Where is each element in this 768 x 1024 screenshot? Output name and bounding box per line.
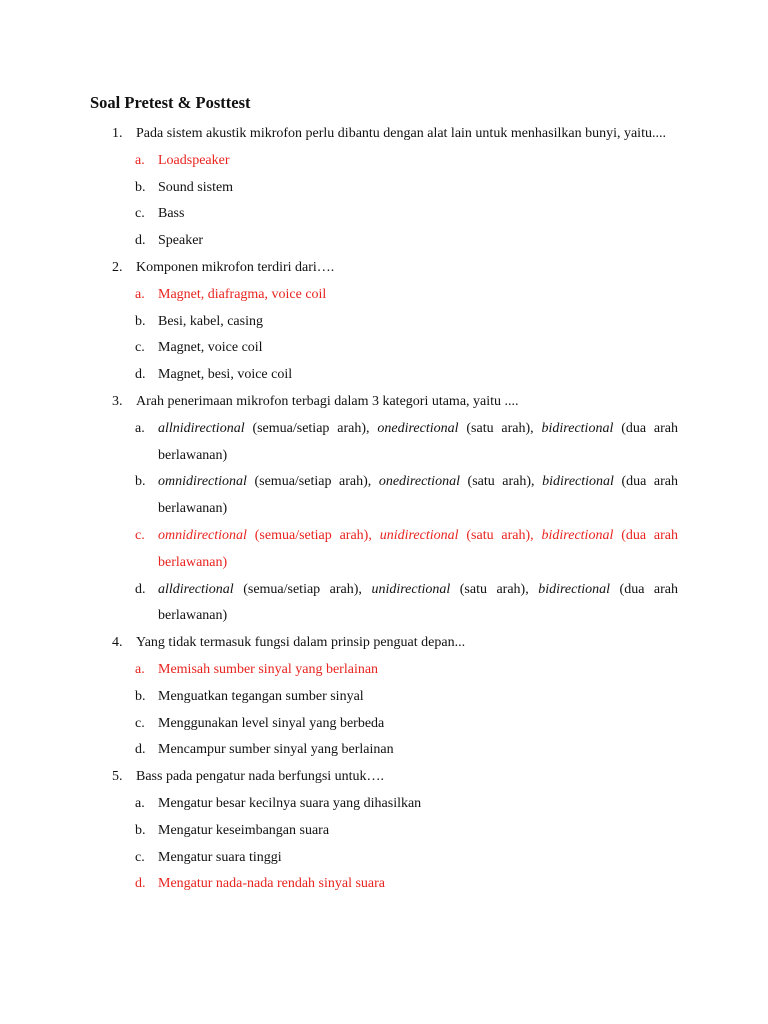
question-text bbox=[0, 121, 768, 148]
option-text-part: Mengatur keseimbangan suara bbox=[158, 822, 330, 838]
option-text bbox=[158, 340, 263, 355]
option-text-part: (semua/setiap arah), bbox=[244, 420, 378, 436]
option-item bbox=[0, 416, 768, 470]
question-list bbox=[0, 121, 768, 898]
option-letter: b. bbox=[135, 822, 146, 838]
option-term: bidirectional bbox=[541, 420, 614, 436]
option-text-part: (dua arah berlawanan) bbox=[158, 420, 679, 463]
question-item bbox=[0, 255, 768, 389]
option-text-part: Magnet, voice coil bbox=[158, 340, 263, 356]
option-text-part: Mengatur besar kecilnya suara yang dihasilkan bbox=[158, 795, 422, 811]
option-list bbox=[0, 148, 768, 255]
question-number: 2. bbox=[112, 259, 123, 275]
option-text bbox=[158, 206, 184, 221]
option-term: allnidirectional bbox=[158, 420, 245, 436]
option-item bbox=[0, 791, 768, 818]
question-number: 3. bbox=[112, 393, 123, 409]
option-item-correct bbox=[0, 282, 768, 309]
option-text bbox=[158, 796, 421, 811]
option-text bbox=[158, 153, 230, 168]
option-text bbox=[158, 314, 263, 329]
option-item bbox=[0, 737, 768, 764]
option-text-part: Magnet, diafragma, voice coil bbox=[158, 286, 327, 302]
option-item-correct bbox=[0, 523, 768, 577]
option-text-part: (semua/setiap arah), bbox=[233, 581, 372, 597]
option-text bbox=[158, 716, 384, 731]
question-number: 1. bbox=[112, 126, 123, 141]
option-text-part: (semua/setiap arah), bbox=[246, 527, 380, 543]
option-list bbox=[0, 791, 768, 898]
question-text bbox=[0, 389, 768, 416]
question-prompt: Komponen mikrofon terdiri dari…. bbox=[136, 259, 335, 275]
question-text bbox=[0, 764, 768, 791]
option-item bbox=[0, 228, 768, 255]
option-letter: c. bbox=[135, 527, 145, 543]
option-letter: c. bbox=[135, 340, 145, 356]
option-item bbox=[0, 818, 768, 845]
option-item-correct bbox=[0, 148, 768, 175]
option-letter: c. bbox=[135, 206, 145, 222]
question-number: 4. bbox=[112, 635, 123, 651]
option-item bbox=[0, 684, 768, 711]
question-text bbox=[0, 255, 768, 282]
option-letter: d. bbox=[135, 233, 146, 249]
option-text bbox=[158, 528, 678, 570]
option-term: onedirectional bbox=[377, 420, 459, 436]
option-text-part: Loadspeaker bbox=[158, 152, 230, 168]
option-item-correct bbox=[0, 871, 768, 898]
option-letter: a. bbox=[135, 152, 145, 168]
option-text bbox=[158, 850, 282, 865]
option-text-part: Bass bbox=[158, 206, 185, 222]
option-text-part: Besi, kabel, casing bbox=[158, 313, 263, 329]
option-letter: c. bbox=[135, 715, 145, 731]
question-number: 5. bbox=[112, 769, 123, 785]
question-item bbox=[0, 630, 768, 764]
option-term: omnidirectional bbox=[158, 474, 247, 490]
option-item bbox=[0, 469, 768, 523]
question-item bbox=[0, 389, 768, 630]
option-letter: a. bbox=[135, 795, 145, 811]
option-text-part: (satu arah), bbox=[459, 474, 543, 490]
option-text-part: Mengatur suara tinggi bbox=[158, 849, 282, 865]
option-text bbox=[158, 662, 378, 677]
option-list bbox=[0, 657, 768, 764]
option-text bbox=[158, 689, 364, 704]
option-item bbox=[0, 175, 768, 202]
option-item bbox=[0, 845, 768, 872]
option-text-part: (satu arah), bbox=[450, 581, 539, 597]
option-term: bidirectional bbox=[541, 527, 614, 543]
option-letter: a. bbox=[135, 661, 145, 677]
option-text-part: (semua/setiap arah), bbox=[246, 474, 379, 490]
question-prompt: Bass pada pengatur nada berfungsi untuk…. bbox=[136, 769, 385, 785]
option-text-part: (dua arah berlawanan) bbox=[158, 474, 679, 517]
option-text bbox=[158, 474, 678, 516]
option-item bbox=[0, 577, 768, 631]
option-term: bidirectional bbox=[542, 474, 614, 490]
option-item bbox=[0, 201, 768, 228]
option-text-part: (dua arah berlawanan) bbox=[158, 581, 678, 624]
question-item bbox=[0, 121, 768, 255]
question-prompt: Yang tidak termasuk fungsi dalam prinsip penguat depan... bbox=[136, 635, 466, 651]
option-letter: a. bbox=[135, 420, 145, 436]
option-text-part: Menguatkan tegangan sumber sinyal bbox=[158, 688, 364, 704]
option-letter: d. bbox=[135, 742, 146, 758]
option-letter: d. bbox=[135, 367, 146, 383]
option-text bbox=[158, 287, 326, 302]
option-text-part: Menggunakan level sinyal yang berbeda bbox=[158, 715, 385, 731]
option-term: bidirectional bbox=[538, 581, 611, 597]
option-text bbox=[158, 421, 678, 463]
option-text-part: (satu arah), bbox=[458, 420, 542, 436]
option-term: unidirectional bbox=[371, 581, 451, 597]
option-text bbox=[158, 876, 385, 891]
option-text bbox=[158, 742, 394, 757]
question-prompt: Pada sistem akustik mikrofon perlu dibantu dengan alat lain untuk menhasilkan bunyi, yaitu.... bbox=[136, 126, 666, 141]
option-text bbox=[158, 823, 329, 838]
option-text-part: Speaker bbox=[158, 233, 204, 249]
option-item-correct bbox=[0, 657, 768, 684]
option-text-part: Mengatur nada-nada rendah sinyal suara bbox=[158, 876, 386, 892]
option-letter: b. bbox=[135, 313, 146, 329]
option-text-part: Memisah sumber sinyal yang berlainan bbox=[158, 661, 379, 677]
option-text-part: Mencampur sumber sinyal yang berlainan bbox=[158, 742, 394, 758]
option-text-part: Sound sistem bbox=[158, 179, 234, 195]
option-letter: b. bbox=[135, 474, 146, 490]
option-text-part: (satu arah), bbox=[458, 527, 542, 543]
option-letter: a. bbox=[135, 286, 145, 302]
option-letter: d. bbox=[135, 581, 146, 597]
option-item bbox=[0, 335, 768, 362]
question-prompt: Arah penerimaan mikrofon terbagi dalam 3 kategori utama, yaitu .... bbox=[136, 393, 519, 409]
option-item bbox=[0, 711, 768, 738]
option-letter: b. bbox=[135, 179, 146, 195]
option-term: alldirectional bbox=[158, 581, 234, 597]
question-item bbox=[0, 764, 768, 898]
option-text-part: Magnet, besi, voice coil bbox=[158, 367, 293, 383]
option-text bbox=[158, 367, 292, 382]
option-term: omnidirectional bbox=[158, 527, 247, 543]
option-list bbox=[0, 282, 768, 389]
option-letter: b. bbox=[135, 688, 146, 704]
page-title: Soal Pretest & Posttest bbox=[90, 93, 251, 112]
option-term: unidirectional bbox=[379, 527, 459, 543]
option-text bbox=[158, 582, 678, 624]
option-item bbox=[0, 309, 768, 336]
option-text bbox=[158, 233, 203, 248]
option-term: onedirectional bbox=[378, 474, 460, 490]
option-list bbox=[0, 416, 768, 630]
question-text bbox=[0, 630, 768, 657]
option-letter: d. bbox=[135, 876, 146, 892]
option-item bbox=[0, 362, 768, 389]
option-letter: c. bbox=[135, 849, 145, 865]
option-text-part: (dua arah berlawanan) bbox=[158, 527, 679, 570]
option-text bbox=[158, 180, 233, 195]
